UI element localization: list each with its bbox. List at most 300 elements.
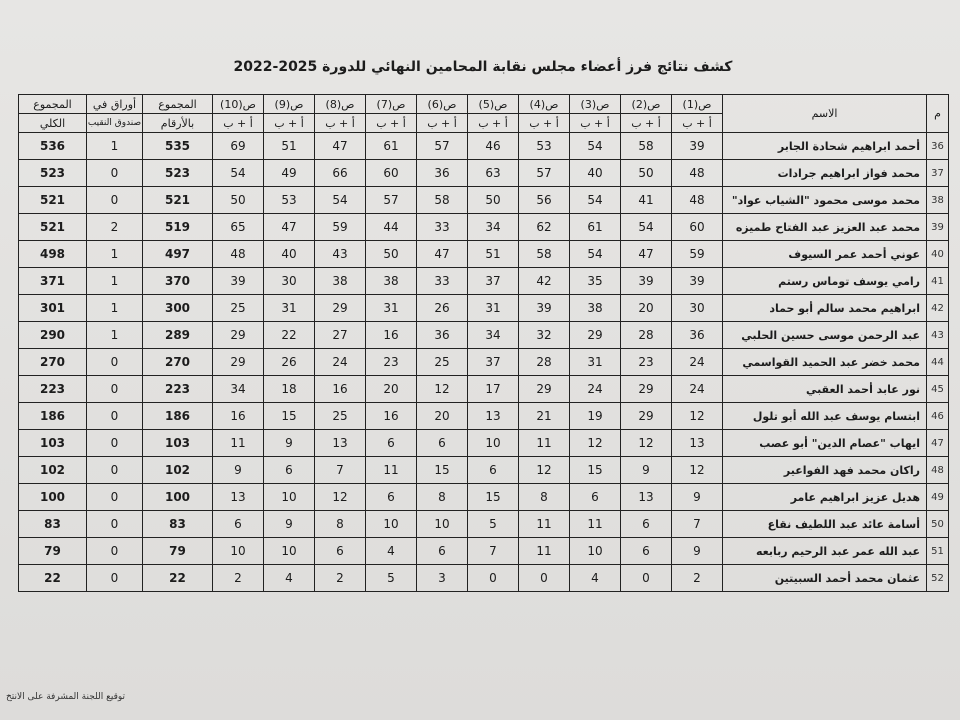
captain-box-papers: 0 <box>87 430 143 457</box>
table-row <box>19 430 949 457</box>
box-count: 15 <box>468 484 519 511</box>
box-count: 4 <box>366 538 417 565</box>
box-count: 31 <box>468 295 519 322</box>
box-count: 20 <box>417 403 468 430</box>
box-count: 36 <box>417 322 468 349</box>
box-count: 26 <box>264 349 315 376</box>
box-count: 7 <box>672 511 723 538</box>
box-count: 10 <box>417 511 468 538</box>
subheader-box: أ + ب <box>519 114 570 133</box>
sum-digits: 300 <box>143 295 213 322</box>
table-row <box>19 214 949 241</box>
grand-total: 22 <box>19 565 87 592</box>
box-count: 38 <box>366 268 417 295</box>
candidate-name: محمد عبد العزيز عبد الفتاح طميزه <box>723 214 927 241</box>
header-row <box>19 95 949 114</box>
grand-total: 371 <box>19 268 87 295</box>
box-count: 30 <box>672 295 723 322</box>
box-count: 24 <box>315 349 366 376</box>
candidate-name: أحمد ابراهيم شحادة الجابر <box>723 133 927 160</box>
box-count: 54 <box>570 133 621 160</box>
box-count: 0 <box>621 565 672 592</box>
header-box: ص(5) <box>468 95 519 114</box>
box-count: 9 <box>621 457 672 484</box>
captain-box-papers: 0 <box>87 187 143 214</box>
header-box: ص(4) <box>519 95 570 114</box>
box-count: 12 <box>672 403 723 430</box>
box-count: 10 <box>468 430 519 457</box>
candidate-name: هديل عزيز ابراهيم عامر <box>723 484 927 511</box>
sum-digits: 270 <box>143 349 213 376</box>
box-count: 16 <box>213 403 264 430</box>
row-index: 45 <box>927 376 949 403</box>
box-count: 48 <box>672 160 723 187</box>
box-count: 23 <box>621 349 672 376</box>
table-row <box>19 133 949 160</box>
box-count: 20 <box>366 376 417 403</box>
row-index: 46 <box>927 403 949 430</box>
box-count: 54 <box>213 160 264 187</box>
box-count: 39 <box>621 268 672 295</box>
header-box: ص(10) <box>213 95 264 114</box>
box-count: 15 <box>264 403 315 430</box>
box-count: 62 <box>519 214 570 241</box>
box-count: 10 <box>213 538 264 565</box>
sum-digits: 186 <box>143 403 213 430</box>
subheader-box: أ + ب <box>468 114 519 133</box>
box-count: 15 <box>570 457 621 484</box>
captain-box-papers: 0 <box>87 484 143 511</box>
box-count: 12 <box>672 457 723 484</box>
box-count: 33 <box>417 268 468 295</box>
candidate-name: عبد الله عمر عبد الرحيم ربابعه <box>723 538 927 565</box>
grand-total: 186 <box>19 403 87 430</box>
captain-box-papers: 1 <box>87 322 143 349</box>
header-box: ص(2) <box>621 95 672 114</box>
box-count: 2 <box>672 565 723 592</box>
sum-digits: 535 <box>143 133 213 160</box>
table-row <box>19 322 949 349</box>
box-count: 54 <box>570 241 621 268</box>
row-index: 37 <box>927 160 949 187</box>
box-count: 9 <box>213 457 264 484</box>
grand-total: 523 <box>19 160 87 187</box>
table-row <box>19 349 949 376</box>
captain-box-papers: 1 <box>87 295 143 322</box>
box-count: 58 <box>519 241 570 268</box>
sum-digits: 223 <box>143 376 213 403</box>
sum-digits: 100 <box>143 484 213 511</box>
box-count: 38 <box>315 268 366 295</box>
box-count: 33 <box>417 214 468 241</box>
subheader-sum: بالأرقام <box>143 114 213 133</box>
box-count: 54 <box>570 187 621 214</box>
box-count: 6 <box>417 538 468 565</box>
box-count: 39 <box>672 268 723 295</box>
candidate-name: راكان محمد فهد الفواعير <box>723 457 927 484</box>
captain-box-papers: 0 <box>87 160 143 187</box>
box-count: 6 <box>621 538 672 565</box>
box-count: 6 <box>366 430 417 457</box>
box-count: 3 <box>417 565 468 592</box>
box-count: 6 <box>417 430 468 457</box>
box-count: 57 <box>417 133 468 160</box>
box-count: 21 <box>519 403 570 430</box>
row-index: 47 <box>927 430 949 457</box>
box-count: 16 <box>366 403 417 430</box>
box-count: 0 <box>468 565 519 592</box>
candidate-name: محمد خضر عبد الحميد القواسمي <box>723 349 927 376</box>
box-count: 29 <box>519 376 570 403</box>
sum-digits: 103 <box>143 430 213 457</box>
grand-total: 270 <box>19 349 87 376</box>
table-row <box>19 376 949 403</box>
box-count: 30 <box>264 268 315 295</box>
box-count: 65 <box>213 214 264 241</box>
subheader-box: أ + ب <box>315 114 366 133</box>
subheader-box: أ + ب <box>417 114 468 133</box>
box-count: 12 <box>315 484 366 511</box>
title-text: كشف نتائج فرز أعضاء مجلس نقابة المحامين النهائي للدورة 2025-2022 <box>233 59 733 75</box>
box-count: 24 <box>672 349 723 376</box>
box-count: 53 <box>519 133 570 160</box>
box-count: 24 <box>672 376 723 403</box>
box-count: 61 <box>570 214 621 241</box>
grand-total: 290 <box>19 322 87 349</box>
box-count: 60 <box>672 214 723 241</box>
results-table <box>18 94 949 592</box>
box-count: 11 <box>519 538 570 565</box>
box-count: 24 <box>570 376 621 403</box>
subheader-box: أ + ب <box>264 114 315 133</box>
row-index: 52 <box>927 565 949 592</box>
table-row <box>19 268 949 295</box>
box-count: 29 <box>570 322 621 349</box>
sheet-title <box>18 58 948 92</box>
row-index: 41 <box>927 268 949 295</box>
box-count: 57 <box>366 187 417 214</box>
row-index: 39 <box>927 214 949 241</box>
table-row <box>19 457 949 484</box>
box-count: 6 <box>213 511 264 538</box>
captain-box-papers: 1 <box>87 133 143 160</box>
box-count: 28 <box>519 349 570 376</box>
box-count: 49 <box>264 160 315 187</box>
box-count: 53 <box>264 187 315 214</box>
subheader-box: أ + ب <box>621 114 672 133</box>
box-count: 58 <box>417 187 468 214</box>
header-sum: المجموع <box>143 95 213 114</box>
sum-digits: 523 <box>143 160 213 187</box>
box-count: 13 <box>468 403 519 430</box>
row-index: 48 <box>927 457 949 484</box>
box-count: 27 <box>315 322 366 349</box>
box-count: 8 <box>519 484 570 511</box>
header-papers: أوراق في <box>87 95 143 114</box>
candidate-name: ايهاب "عصام الدين" أبو عصب <box>723 430 927 457</box>
sum-digits: 289 <box>143 322 213 349</box>
box-count: 16 <box>315 376 366 403</box>
captain-box-papers: 1 <box>87 268 143 295</box>
table-row <box>19 241 949 268</box>
sum-digits: 83 <box>143 511 213 538</box>
box-count: 47 <box>621 241 672 268</box>
box-count: 59 <box>315 214 366 241</box>
row-index: 40 <box>927 241 949 268</box>
grand-total: 102 <box>19 457 87 484</box>
box-count: 31 <box>264 295 315 322</box>
row-index: 51 <box>927 538 949 565</box>
box-count: 18 <box>264 376 315 403</box>
results-sheet <box>18 58 948 628</box>
row-index: 44 <box>927 349 949 376</box>
box-count: 50 <box>621 160 672 187</box>
box-count: 47 <box>315 133 366 160</box>
box-count: 29 <box>213 322 264 349</box>
row-index: 38 <box>927 187 949 214</box>
candidate-name: ابتسام يوسف عبد الله أبو تلول <box>723 403 927 430</box>
box-count: 8 <box>315 511 366 538</box>
box-count: 39 <box>519 295 570 322</box>
table-row <box>19 160 949 187</box>
box-count: 12 <box>570 430 621 457</box>
sum-digits: 521 <box>143 187 213 214</box>
box-count: 9 <box>264 430 315 457</box>
box-count: 37 <box>468 268 519 295</box>
box-count: 56 <box>519 187 570 214</box>
table-row <box>19 295 949 322</box>
grand-total: 521 <box>19 214 87 241</box>
grand-total: 498 <box>19 241 87 268</box>
candidate-name: رامي يوسف توماس رستم <box>723 268 927 295</box>
box-count: 10 <box>264 484 315 511</box>
subheader-box: أ + ب <box>366 114 417 133</box>
box-count: 46 <box>468 133 519 160</box>
table-row <box>19 511 949 538</box>
captain-box-papers: 2 <box>87 214 143 241</box>
box-count: 6 <box>366 484 417 511</box>
header-name: الاسم <box>723 95 927 133</box>
box-count: 11 <box>213 430 264 457</box>
box-count: 31 <box>366 295 417 322</box>
box-count: 37 <box>468 349 519 376</box>
subheader-papers: صندوق النقيب <box>87 114 143 133</box>
captain-box-papers: 0 <box>87 538 143 565</box>
subheader-box: أ + ب <box>213 114 264 133</box>
captain-box-papers: 0 <box>87 376 143 403</box>
box-count: 66 <box>315 160 366 187</box>
box-count: 29 <box>315 295 366 322</box>
sum-digits: 22 <box>143 565 213 592</box>
box-count: 61 <box>366 133 417 160</box>
box-count: 4 <box>264 565 315 592</box>
box-count: 11 <box>519 430 570 457</box>
box-count: 48 <box>672 187 723 214</box>
row-index: 36 <box>927 133 949 160</box>
box-count: 40 <box>264 241 315 268</box>
box-count: 25 <box>417 349 468 376</box>
candidate-name: أسامة عائد عبد اللطيف نقاع <box>723 511 927 538</box>
box-count: 6 <box>264 457 315 484</box>
box-count: 25 <box>213 295 264 322</box>
row-index: 42 <box>927 295 949 322</box>
box-count: 34 <box>468 214 519 241</box>
box-count: 10 <box>570 538 621 565</box>
candidate-name: عثمان محمد أحمد السبيتين <box>723 565 927 592</box>
box-count: 11 <box>366 457 417 484</box>
header-box: ص(3) <box>570 95 621 114</box>
box-count: 43 <box>315 241 366 268</box>
header-box: ص(7) <box>366 95 417 114</box>
box-count: 20 <box>621 295 672 322</box>
box-count: 5 <box>366 565 417 592</box>
candidate-name: ابراهيم محمد سالم أبو حماد <box>723 295 927 322</box>
grand-total: 536 <box>19 133 87 160</box>
box-count: 13 <box>621 484 672 511</box>
box-count: 57 <box>519 160 570 187</box>
box-count: 31 <box>570 349 621 376</box>
box-count: 6 <box>570 484 621 511</box>
box-count: 50 <box>366 241 417 268</box>
grand-total: 301 <box>19 295 87 322</box>
grand-total: 83 <box>19 511 87 538</box>
sum-digits: 519 <box>143 214 213 241</box>
subheader-total: الكلي <box>19 114 87 133</box>
box-count: 50 <box>213 187 264 214</box>
candidate-name: عبد الرحمن موسى حسين الحلبي <box>723 322 927 349</box>
box-count: 42 <box>519 268 570 295</box>
captain-box-papers: 0 <box>87 457 143 484</box>
box-count: 12 <box>417 376 468 403</box>
box-count: 2 <box>213 565 264 592</box>
box-count: 51 <box>264 133 315 160</box>
box-count: 39 <box>672 133 723 160</box>
footer-signature-note: توقيع اللجنة المشرفة على الانتخ <box>6 692 126 702</box>
box-count: 54 <box>621 214 672 241</box>
box-count: 13 <box>213 484 264 511</box>
box-count: 34 <box>213 376 264 403</box>
box-count: 11 <box>519 511 570 538</box>
box-count: 15 <box>417 457 468 484</box>
subheader-box: أ + ب <box>570 114 621 133</box>
box-count: 12 <box>519 457 570 484</box>
box-count: 6 <box>621 511 672 538</box>
box-count: 12 <box>621 430 672 457</box>
table-row <box>19 403 949 430</box>
captain-box-papers: 0 <box>87 565 143 592</box>
box-count: 16 <box>366 322 417 349</box>
header-index: م <box>927 95 949 133</box>
box-count: 41 <box>621 187 672 214</box>
box-count: 7 <box>315 457 366 484</box>
box-count: 0 <box>519 565 570 592</box>
box-count: 40 <box>570 160 621 187</box>
box-count: 69 <box>213 133 264 160</box>
candidate-name: عوني أحمد عمر السيوف <box>723 241 927 268</box>
results-body <box>19 133 949 592</box>
box-count: 10 <box>366 511 417 538</box>
box-count: 36 <box>417 160 468 187</box>
grand-total: 79 <box>19 538 87 565</box>
captain-box-papers: 1 <box>87 241 143 268</box>
box-count: 7 <box>468 538 519 565</box>
header-box: ص(8) <box>315 95 366 114</box>
box-count: 44 <box>366 214 417 241</box>
table-row <box>19 565 949 592</box>
box-count: 8 <box>417 484 468 511</box>
captain-box-papers: 0 <box>87 403 143 430</box>
table-row <box>19 484 949 511</box>
box-count: 32 <box>519 322 570 349</box>
box-count: 10 <box>264 538 315 565</box>
captain-box-papers: 0 <box>87 511 143 538</box>
box-count: 63 <box>468 160 519 187</box>
box-count: 60 <box>366 160 417 187</box>
box-count: 9 <box>672 538 723 565</box>
box-count: 4 <box>570 565 621 592</box>
box-count: 9 <box>264 511 315 538</box>
box-count: 29 <box>213 349 264 376</box>
box-count: 29 <box>621 376 672 403</box>
box-count: 2 <box>315 565 366 592</box>
box-count: 39 <box>213 268 264 295</box>
captain-box-papers: 0 <box>87 349 143 376</box>
box-count: 13 <box>672 430 723 457</box>
grand-total: 223 <box>19 376 87 403</box>
header-box: ص(6) <box>417 95 468 114</box>
box-count: 59 <box>672 241 723 268</box>
candidate-name: محمد فواز ابراهيم جرادات <box>723 160 927 187</box>
box-count: 47 <box>264 214 315 241</box>
table-row <box>19 538 949 565</box>
box-count: 51 <box>468 241 519 268</box>
box-count: 22 <box>264 322 315 349</box>
box-count: 47 <box>417 241 468 268</box>
box-count: 25 <box>315 403 366 430</box>
candidate-name: محمد موسى محمود "الشياب عواد" <box>723 187 927 214</box>
box-count: 13 <box>315 430 366 457</box>
box-count: 6 <box>315 538 366 565</box>
box-count: 54 <box>315 187 366 214</box>
box-count: 28 <box>621 322 672 349</box>
box-count: 35 <box>570 268 621 295</box>
header-total: المجموع <box>19 95 87 114</box>
table-row <box>19 187 949 214</box>
sum-digits: 79 <box>143 538 213 565</box>
header-box: ص(9) <box>264 95 315 114</box>
box-count: 9 <box>672 484 723 511</box>
box-count: 58 <box>621 133 672 160</box>
box-count: 5 <box>468 511 519 538</box>
subheader-box: أ + ب <box>672 114 723 133</box>
box-count: 6 <box>468 457 519 484</box>
box-count: 26 <box>417 295 468 322</box>
sum-digits: 497 <box>143 241 213 268</box>
box-count: 23 <box>366 349 417 376</box>
sum-digits: 370 <box>143 268 213 295</box>
box-count: 34 <box>468 322 519 349</box>
row-index: 50 <box>927 511 949 538</box>
box-count: 36 <box>672 322 723 349</box>
box-count: 11 <box>570 511 621 538</box>
box-count: 17 <box>468 376 519 403</box>
box-count: 50 <box>468 187 519 214</box>
box-count: 19 <box>570 403 621 430</box>
grand-total: 100 <box>19 484 87 511</box>
candidate-name: نور عابد أحمد العقبي <box>723 376 927 403</box>
box-count: 29 <box>621 403 672 430</box>
row-index: 49 <box>927 484 949 511</box>
